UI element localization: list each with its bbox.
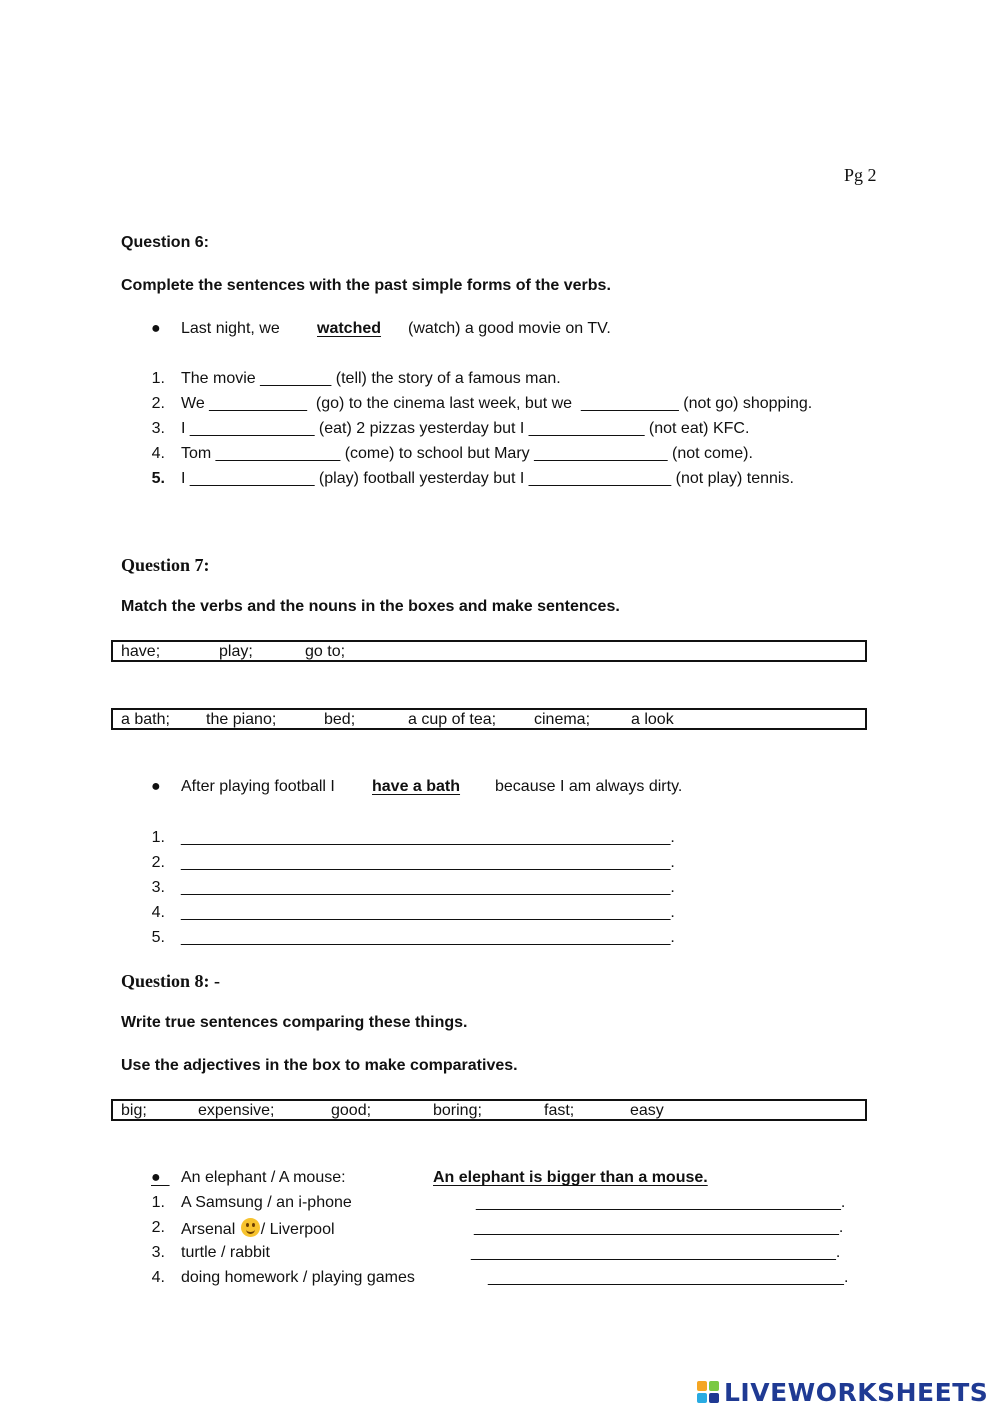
adjective-item: easy xyxy=(630,1102,664,1119)
nouns-box xyxy=(111,708,867,730)
q7-answer-line-5[interactable]: _______________________________________________________. xyxy=(181,929,675,946)
q8-item-2-prompt-b: / Liverpool xyxy=(260,1221,335,1238)
q7-example-answer: have a bath xyxy=(372,778,461,795)
noun-item: a bath; xyxy=(121,711,170,728)
q8-answer-line-4[interactable]: ________________________________________. xyxy=(488,1269,849,1286)
q7-item-number: 1. xyxy=(151,829,165,846)
q6-item-3[interactable]: I ______________ (eat) 2 pizzas yesterday but I _____________ (not eat) KFC. xyxy=(181,420,750,437)
liveworksheets-logo-text: LIVEWORKSHEETS xyxy=(724,1378,989,1407)
q8-item-1-prompt: A Samsung / an i-phone xyxy=(181,1194,352,1211)
q8-answer-line-1[interactable]: _________________________________________. xyxy=(476,1194,846,1211)
q7-item-number: 2. xyxy=(151,854,165,871)
q8-instruction-1: Write true sentences comparing these things. xyxy=(121,1014,468,1031)
q7-title: Question 7: xyxy=(121,555,210,575)
q6-item-1[interactable]: The movie ________ (tell) the story of a famous man. xyxy=(181,370,561,387)
q6-example-after: (watch) a good movie on TV. xyxy=(408,320,611,337)
q8-answer-line-3[interactable]: _________________________________________. xyxy=(471,1244,841,1261)
q8-item-2-prompt xyxy=(181,1218,335,1240)
q8-item-number: 4. xyxy=(151,1269,165,1286)
q8-example-answer: An elephant is bigger than a mouse. xyxy=(433,1169,708,1186)
q7-answer-line-3[interactable]: _______________________________________________________. xyxy=(181,879,675,896)
q7-item-number: 3. xyxy=(151,879,165,896)
q7-example-after: because I am always dirty. xyxy=(495,778,683,795)
q6-item-5[interactable]: I ______________ (play) football yesterday but I ________________ (not play) tennis. xyxy=(181,470,794,487)
noun-item: cinema; xyxy=(534,711,591,728)
q8-item-number: 1. xyxy=(151,1194,165,1211)
smiley-emoji-icon xyxy=(241,1218,260,1237)
q6-item-number: 2. xyxy=(151,395,165,412)
adjective-item: big; xyxy=(121,1102,147,1119)
q7-answer-line-4[interactable]: _______________________________________________________. xyxy=(181,904,675,921)
q8-item-number: 2. xyxy=(151,1219,165,1236)
q8-item-number: 3. xyxy=(151,1244,165,1261)
adjective-item: good; xyxy=(331,1102,372,1119)
noun-item: a look xyxy=(631,711,674,728)
q8-example-prompt: An elephant / A mouse: xyxy=(181,1169,346,1186)
q7-item-number: 5. xyxy=(151,929,165,946)
q8-item-4-prompt: doing homework / playing games xyxy=(181,1269,415,1286)
adjective-item: boring; xyxy=(433,1102,482,1119)
liveworksheets-logo-icon xyxy=(697,1381,721,1405)
q8-item-3-prompt: turtle / rabbit xyxy=(181,1244,270,1261)
q8-item-2-prompt-a: Arsenal xyxy=(181,1221,236,1238)
adjective-item: expensive; xyxy=(198,1102,275,1119)
q7-instruction: Match the verbs and the nouns in the boxes and make sentences. xyxy=(121,598,620,615)
adjective-item: fast; xyxy=(544,1102,575,1119)
verb-item: play; xyxy=(219,643,253,660)
q7-example-before: After playing football I xyxy=(181,778,335,795)
q7-answer-line-2[interactable]: _______________________________________________________. xyxy=(181,854,675,871)
verb-item: go to; xyxy=(305,643,346,660)
noun-item: a cup of tea; xyxy=(408,711,497,728)
q6-title: Question 6: xyxy=(121,234,210,251)
q6-instruction: Complete the sentences with the past simple forms of the verbs. xyxy=(121,277,611,294)
noun-item: the piano; xyxy=(206,711,277,728)
verb-item: have; xyxy=(121,643,161,660)
q6-item-number: 5. xyxy=(151,470,165,487)
bullet-icon: ● xyxy=(151,320,161,337)
q8-title: Question 8: - xyxy=(121,971,220,991)
q6-item-2[interactable]: We ___________ (go) to the cinema last week, but we ___________ (not go) shopping. xyxy=(181,395,813,412)
noun-item: bed; xyxy=(324,711,356,728)
bullet-icon: ● xyxy=(151,778,161,795)
q6-item-number: 1. xyxy=(151,370,165,387)
adjectives-box xyxy=(111,1099,867,1121)
verbs-box xyxy=(111,640,867,662)
q6-item-4[interactable]: Tom ______________ (come) to school but Mary _______________ (not come). xyxy=(181,445,753,462)
q7-answer-line-1[interactable]: _______________________________________________________. xyxy=(181,829,675,846)
q8-instruction-2: Use the adjectives in the box to make comparatives. xyxy=(121,1057,518,1074)
q6-example-before: Last night, we xyxy=(181,320,280,337)
q7-item-number: 4. xyxy=(151,904,165,921)
liveworksheets-logo xyxy=(697,1378,988,1408)
q6-item-number: 4. xyxy=(151,445,165,462)
q6-example-answer: watched xyxy=(317,320,382,337)
bullet-icon: ● xyxy=(151,1169,170,1186)
q8-answer-line-2[interactable]: _________________________________________. xyxy=(474,1219,844,1236)
page-number: Pg 2 xyxy=(844,165,877,185)
q6-item-number: 3. xyxy=(151,420,165,437)
